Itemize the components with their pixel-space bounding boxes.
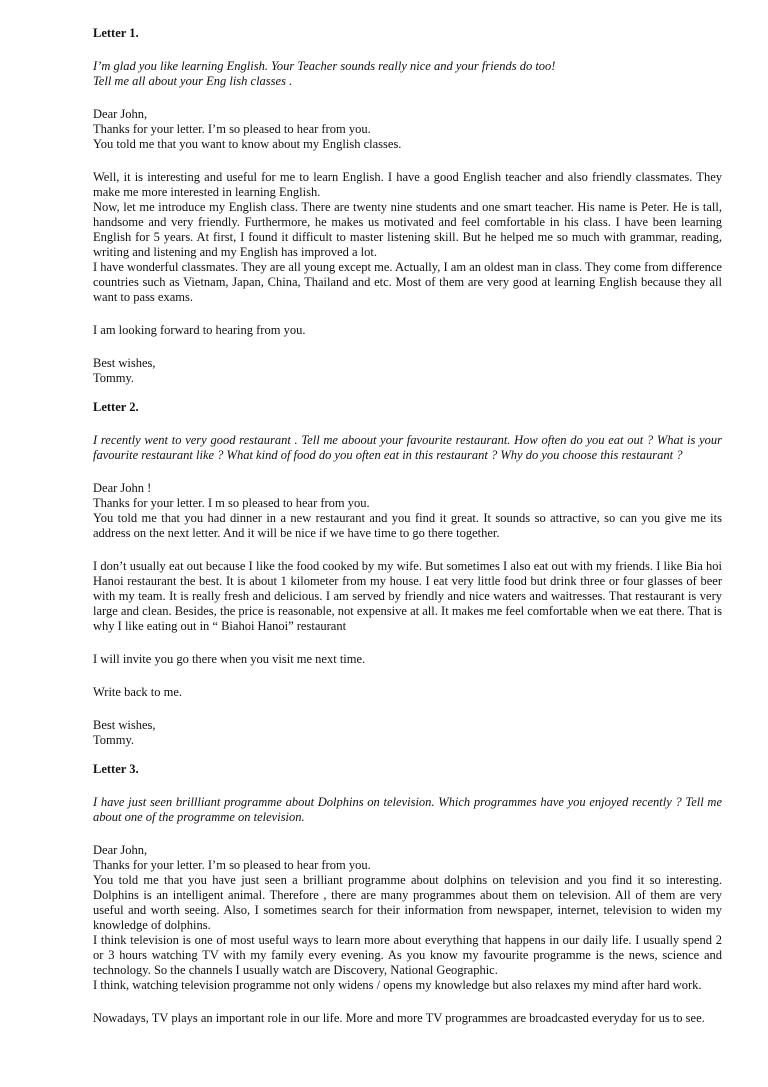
letter-3-paragraph: Nowadays, TV plays an important role in our life. More and more TV programmes are broadcasted everyday for us to see.: [93, 1011, 705, 1025]
letter-1-prompt-line-2: Tell me all about your Eng lish classes .: [93, 74, 293, 88]
letter-2-paragraph: Write back to me.: [93, 685, 183, 699]
letter-2-prompt: I recently went to very good restaurant . Tell me aboout your favourite restaurant. How often do you eat out ? What is your favourite restaurant like ? What kind of food do you often eat in this restaurant ? Why do you choose this restaurant ?: [93, 433, 722, 462]
letter-2-signature: Tommy.: [93, 733, 135, 747]
letter-3-paragraph: I think television is one of most useful ways to learn more about everything that happens in our daily life. I usually spend 2 or 3 hours watching TV with my family every evening. As you know my favourite programme is the news, science and technology. So the channels I usually watch are Discovery, National Geographic.: [93, 933, 722, 977]
letter-3-paragraph: I think, watching television programme not only widens / opens my knowledge but also relaxes my mind after hard work.: [93, 978, 702, 992]
letter-1-heading: Letter 1.: [93, 26, 139, 40]
letter-1-paragraph: You told me that you want to know about my English classes.: [93, 137, 402, 151]
letter-3-heading: Letter 3.: [93, 762, 139, 776]
letter-2-closing: Best wishes,: [93, 718, 156, 732]
letter-3-paragraph: You told me that you have just seen a brilliant programme about dolphins on television and you find it so interesting. Dolphins is an intelligent animal. Therefore , there are many programmes about them on television. All of them are very useful and worth seeing. Also, I sometimes search for their information from newspaper, internet, television to widen my knowledge of dolphins.: [93, 873, 722, 932]
letter-1-paragraph: Well, it is interesting and useful for me to learn English. I have a good English teacher and also friendly classmates. They make me more interested in learning English.: [93, 170, 722, 199]
letter-2-heading: Letter 2.: [93, 400, 139, 414]
letter-2-paragraph: I don’t usually eat out because I like the food cooked by my wife. But sometimes I also eat out with my friends. I like Bia hoi Hanoi restaurant the best. It is about 1 kilometer from my house. I eat very little food but drink three or four glasses of beer with my team. It is really fresh and delicious. I am served by friendly and nice waters and waitresses. That restaurant is very large and clean. Besides, the price is reasonable, not expensive at all. It makes me feel comfortable when we eat there. That is why I like eating out in “ Biahoi Hanoi” restaurant: [93, 559, 722, 633]
letter-1-salutation: Dear John,: [93, 107, 148, 121]
letter-2-salutation: Dear John !: [93, 481, 152, 495]
letter-1-paragraph: Now, let me introduce my English class. There are twenty nine students and one smart teacher. His name is Peter. He is tall, handsome and very friendly. Furthermore, he makes us motivated and feel comfortable in his class. I have been learning English for 5 years. At first, I found it difficult to master listening skill. But he helped me so much with grammar, reading, writing and listening and my English has improved a lot.: [93, 200, 722, 259]
letter-2-paragraph: Thanks for your letter. I m so pleased to hear from you.: [93, 496, 370, 510]
letter-1-prompt-line-1: I’m glad you like learning English. Your Teacher sounds really nice and your friends do too!: [93, 59, 556, 73]
letter-3-paragraph: Thanks for your letter. I’m so pleased to hear from you.: [93, 858, 371, 872]
letter-1-paragraph: I am looking forward to hearing from you.: [93, 323, 306, 337]
letter-1-paragraph: Thanks for your letter. I’m so pleased to hear from you.: [93, 122, 371, 136]
letter-3-prompt: I have just seen brillliant programme about Dolphins on television. Which programmes have you enjoyed recently ? Tell me about one of the programme on television.: [93, 795, 722, 824]
letter-3-salutation: Dear John,: [93, 843, 148, 857]
letter-1-paragraph: I have wonderful classmates. They are all young except me. Actually, I am an oldest man in class. They come from difference countries such as Vietnam, Japan, China, Thailand and etc. Most of them are very good at learning English because they all want to pass exams.: [93, 260, 722, 304]
letter-2-paragraph: I will invite you go there when you visit me next time.: [93, 652, 366, 666]
letter-2-paragraph: You told me that you had dinner in a new restaurant and you find it great. It sounds so attractive, so can you give me its address on the next letter. And it will be nice if we have time to go there together.: [93, 511, 722, 540]
letter-1-closing: Best wishes,: [93, 356, 156, 370]
letter-1-signature: Tommy.: [93, 371, 135, 385]
